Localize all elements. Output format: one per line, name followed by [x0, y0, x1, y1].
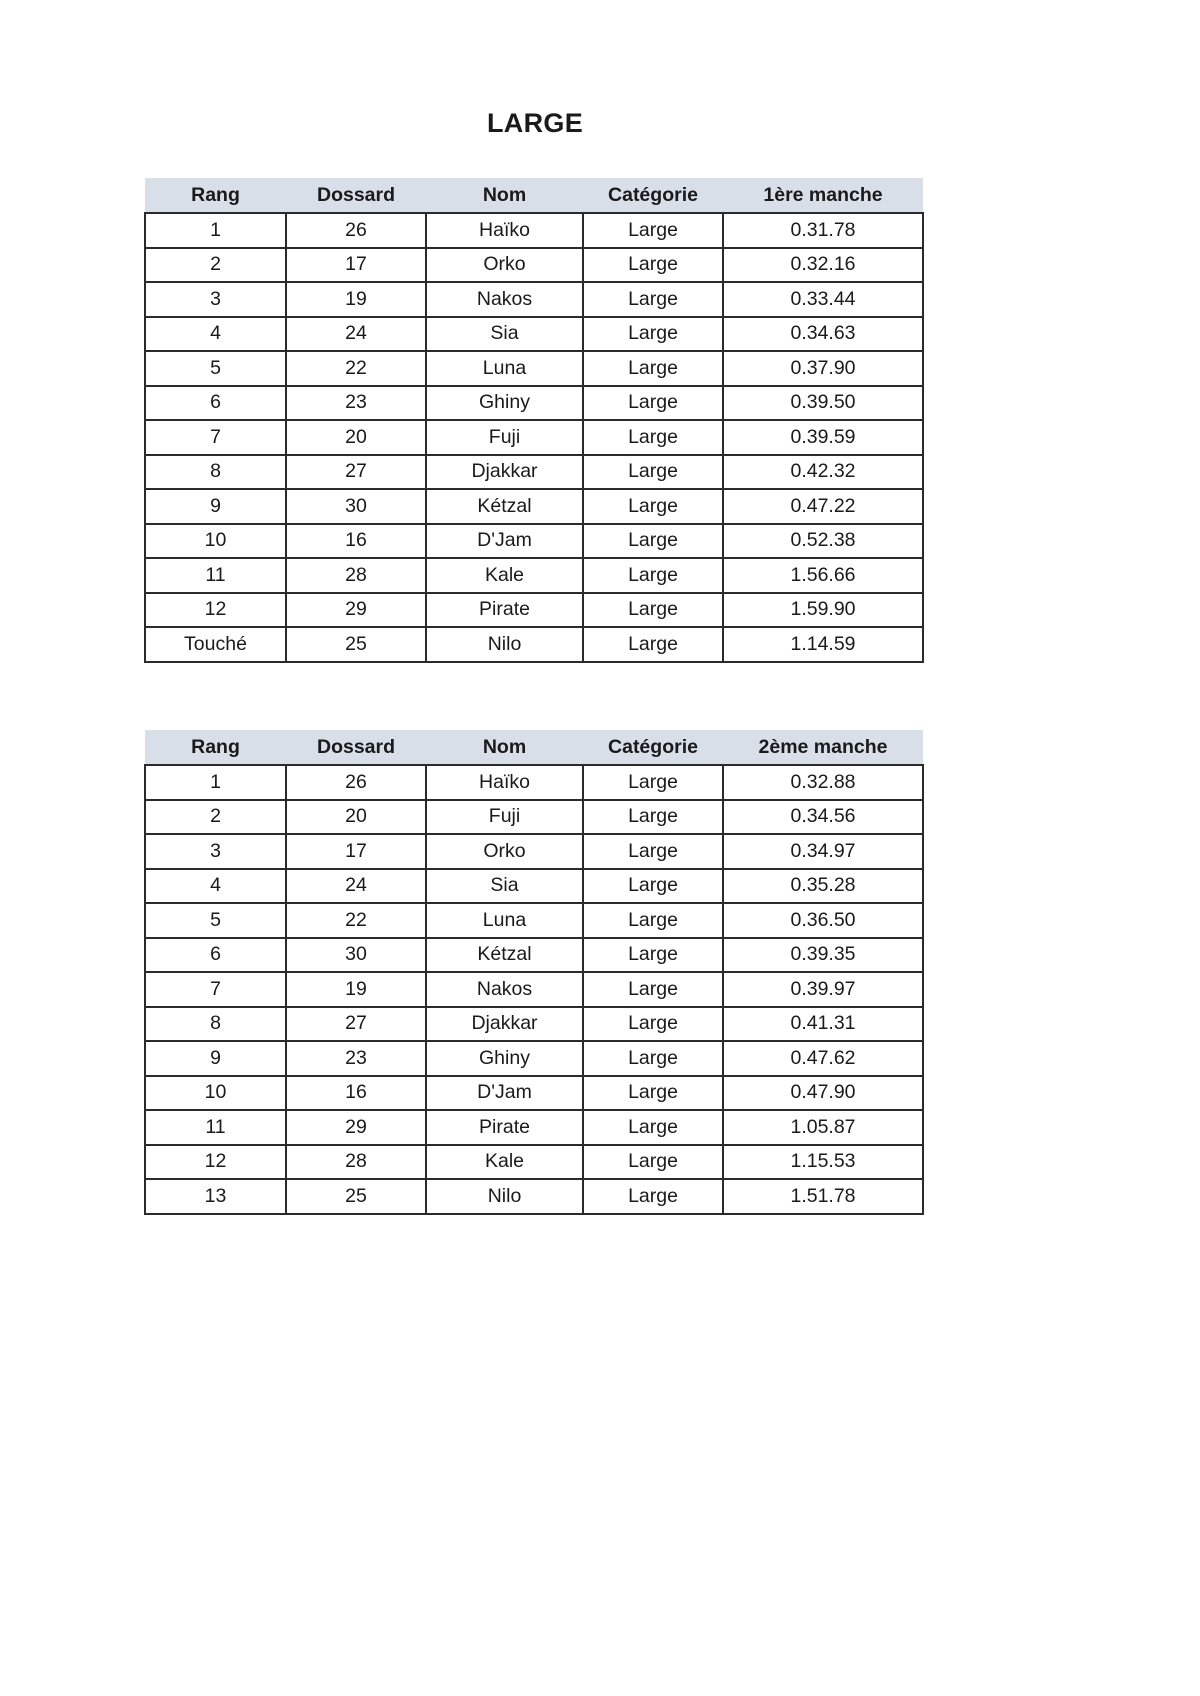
column-header-rang: Rang — [145, 730, 286, 765]
cell-categorie: Large — [583, 282, 723, 317]
cell-rang: 5 — [145, 351, 286, 386]
cell-nom: Orko — [426, 834, 583, 869]
cell-manche-time: 0.32.16 — [723, 248, 923, 283]
cell-nom: Kétzal — [426, 489, 583, 524]
cell-rang: 9 — [145, 489, 286, 524]
cell-manche-time: 0.34.63 — [723, 317, 923, 352]
cell-categorie: Large — [583, 1041, 723, 1076]
cell-dossard: 28 — [286, 558, 426, 593]
cell-categorie: Large — [583, 386, 723, 421]
cell-dossard: 23 — [286, 1041, 426, 1076]
cell-manche-time: 0.34.97 — [723, 834, 923, 869]
cell-categorie: Large — [583, 489, 723, 524]
table-row — [145, 317, 923, 352]
cell-nom: Nakos — [426, 282, 583, 317]
table-row — [145, 1041, 923, 1076]
cell-dossard: 30 — [286, 489, 426, 524]
cell-categorie: Large — [583, 524, 723, 559]
cell-manche-time: 0.39.59 — [723, 420, 923, 455]
cell-manche-time: 0.47.90 — [723, 1076, 923, 1111]
cell-dossard: 25 — [286, 627, 426, 662]
cell-nom: Fuji — [426, 800, 583, 835]
cell-dossard: 20 — [286, 800, 426, 835]
table-row — [145, 213, 923, 248]
cell-categorie: Large — [583, 903, 723, 938]
table-row — [145, 1110, 923, 1145]
cell-rang: 3 — [145, 282, 286, 317]
table-row — [145, 627, 923, 662]
cell-dossard: 28 — [286, 1145, 426, 1180]
cell-dossard: 30 — [286, 938, 426, 973]
cell-nom: Ghiny — [426, 386, 583, 421]
cell-categorie: Large — [583, 248, 723, 283]
cell-dossard: 24 — [286, 869, 426, 904]
table-row — [145, 1007, 923, 1042]
cell-manche-time: 0.31.78 — [723, 213, 923, 248]
table-row — [145, 869, 923, 904]
table-header — [145, 730, 923, 765]
cell-manche-time: 1.15.53 — [723, 1145, 923, 1180]
cell-rang: 1 — [145, 213, 286, 248]
cell-manche-time: 0.32.88 — [723, 765, 923, 800]
cell-nom: Haïko — [426, 213, 583, 248]
cell-dossard: 27 — [286, 1007, 426, 1042]
cell-dossard: 29 — [286, 1110, 426, 1145]
column-header-categorie: Catégorie — [583, 178, 723, 213]
table-row — [145, 938, 923, 973]
cell-rang: Touché — [145, 627, 286, 662]
column-header-dossard: Dossard — [286, 730, 426, 765]
cell-categorie: Large — [583, 938, 723, 973]
cell-categorie: Large — [583, 834, 723, 869]
cell-manche-time: 0.39.97 — [723, 972, 923, 1007]
cell-manche-time: 1.14.59 — [723, 627, 923, 662]
column-header-manche-time: 2ème manche — [723, 730, 923, 765]
cell-nom: D'Jam — [426, 1076, 583, 1111]
cell-rang: 11 — [145, 1110, 286, 1145]
cell-manche-time: 0.47.22 — [723, 489, 923, 524]
cell-dossard: 20 — [286, 420, 426, 455]
cell-manche-time: 1.51.78 — [723, 1179, 923, 1214]
cell-categorie: Large — [583, 1110, 723, 1145]
cell-rang: 12 — [145, 593, 286, 628]
cell-nom: Djakkar — [426, 455, 583, 490]
cell-manche-time: 0.33.44 — [723, 282, 923, 317]
cell-nom: Fuji — [426, 420, 583, 455]
cell-rang: 7 — [145, 972, 286, 1007]
cell-rang: 2 — [145, 800, 286, 835]
cell-categorie: Large — [583, 317, 723, 352]
cell-manche-time: 0.39.35 — [723, 938, 923, 973]
table-row — [145, 800, 923, 835]
cell-rang: 10 — [145, 1076, 286, 1111]
cell-categorie: Large — [583, 1179, 723, 1214]
cell-categorie: Large — [583, 765, 723, 800]
cell-manche-time: 0.42.32 — [723, 455, 923, 490]
column-header-dossard: Dossard — [286, 178, 426, 213]
cell-dossard: 27 — [286, 455, 426, 490]
table-row — [145, 765, 923, 800]
cell-rang: 8 — [145, 1007, 286, 1042]
cell-categorie: Large — [583, 869, 723, 904]
cell-rang: 5 — [145, 903, 286, 938]
cell-manche-time: 1.59.90 — [723, 593, 923, 628]
cell-nom: D'Jam — [426, 524, 583, 559]
page-title: LARGE — [487, 108, 583, 138]
cell-categorie: Large — [583, 420, 723, 455]
column-header-manche-time: 1ère manche — [723, 178, 923, 213]
cell-manche-time: 0.35.28 — [723, 869, 923, 904]
cell-rang: 10 — [145, 524, 286, 559]
cell-manche-time: 0.41.31 — [723, 1007, 923, 1042]
table-row — [145, 524, 923, 559]
table-row — [145, 455, 923, 490]
cell-dossard: 26 — [286, 765, 426, 800]
cell-nom: Sia — [426, 317, 583, 352]
cell-nom: Nakos — [426, 972, 583, 1007]
cell-rang: 2 — [145, 248, 286, 283]
cell-nom: Kale — [426, 1145, 583, 1180]
table-row — [145, 1145, 923, 1180]
cell-rang: 6 — [145, 386, 286, 421]
cell-manche-time: 0.39.50 — [723, 386, 923, 421]
table-row — [145, 1179, 923, 1214]
cell-manche-time: 0.36.50 — [723, 903, 923, 938]
table-row — [145, 420, 923, 455]
cell-rang: 8 — [145, 455, 286, 490]
table-body — [145, 765, 923, 1214]
cell-dossard: 16 — [286, 1076, 426, 1111]
cell-nom: Djakkar — [426, 1007, 583, 1042]
cell-dossard: 29 — [286, 593, 426, 628]
cell-dossard: 19 — [286, 972, 426, 1007]
cell-categorie: Large — [583, 455, 723, 490]
cell-categorie: Large — [583, 593, 723, 628]
cell-nom: Luna — [426, 903, 583, 938]
table-row — [145, 593, 923, 628]
cell-dossard: 24 — [286, 317, 426, 352]
cell-dossard: 17 — [286, 248, 426, 283]
cell-nom: Pirate — [426, 593, 583, 628]
table-row — [145, 972, 923, 1007]
table-row — [145, 489, 923, 524]
cell-dossard: 26 — [286, 213, 426, 248]
cell-nom: Nilo — [426, 627, 583, 662]
cell-categorie: Large — [583, 972, 723, 1007]
cell-categorie: Large — [583, 1145, 723, 1180]
cell-categorie: Large — [583, 213, 723, 248]
cell-nom: Nilo — [426, 1179, 583, 1214]
column-header-nom: Nom — [426, 178, 583, 213]
cell-dossard: 19 — [286, 282, 426, 317]
table-row — [145, 834, 923, 869]
cell-categorie: Large — [583, 1007, 723, 1042]
cell-nom: Orko — [426, 248, 583, 283]
cell-categorie: Large — [583, 627, 723, 662]
cell-rang: 7 — [145, 420, 286, 455]
cell-nom: Ghiny — [426, 1041, 583, 1076]
cell-nom: Kétzal — [426, 938, 583, 973]
table-body — [145, 213, 923, 662]
cell-dossard: 17 — [286, 834, 426, 869]
cell-manche-time: 0.47.62 — [723, 1041, 923, 1076]
cell-categorie: Large — [583, 1076, 723, 1111]
cell-rang: 13 — [145, 1179, 286, 1214]
cell-nom: Haïko — [426, 765, 583, 800]
cell-rang: 9 — [145, 1041, 286, 1076]
cell-categorie: Large — [583, 558, 723, 593]
table-row — [145, 351, 923, 386]
cell-nom: Kale — [426, 558, 583, 593]
column-header-rang: Rang — [145, 178, 286, 213]
cell-nom: Luna — [426, 351, 583, 386]
table-row — [145, 903, 923, 938]
cell-dossard: 23 — [286, 386, 426, 421]
cell-manche-time: 0.37.90 — [723, 351, 923, 386]
table-row — [145, 558, 923, 593]
cell-manche-time: 0.52.38 — [723, 524, 923, 559]
cell-manche-time: 0.34.56 — [723, 800, 923, 835]
cell-rang: 4 — [145, 869, 286, 904]
cell-nom: Pirate — [426, 1110, 583, 1145]
column-header-categorie: Catégorie — [583, 730, 723, 765]
table-header — [145, 178, 923, 213]
cell-dossard: 25 — [286, 1179, 426, 1214]
cell-dossard: 22 — [286, 903, 426, 938]
cell-dossard: 22 — [286, 351, 426, 386]
cell-rang: 11 — [145, 558, 286, 593]
cell-rang: 4 — [145, 317, 286, 352]
results-table-run-1 — [144, 178, 924, 663]
table-row — [145, 248, 923, 283]
table-row — [145, 1076, 923, 1111]
cell-dossard: 16 — [286, 524, 426, 559]
results-table-run-2 — [144, 730, 924, 1215]
cell-rang: 6 — [145, 938, 286, 973]
cell-nom: Sia — [426, 869, 583, 904]
cell-rang: 3 — [145, 834, 286, 869]
table-row — [145, 282, 923, 317]
cell-rang: 12 — [145, 1145, 286, 1180]
cell-rang: 1 — [145, 765, 286, 800]
cell-categorie: Large — [583, 351, 723, 386]
table-row — [145, 386, 923, 421]
cell-categorie: Large — [583, 800, 723, 835]
cell-manche-time: 1.05.87 — [723, 1110, 923, 1145]
column-header-nom: Nom — [426, 730, 583, 765]
cell-manche-time: 1.56.66 — [723, 558, 923, 593]
